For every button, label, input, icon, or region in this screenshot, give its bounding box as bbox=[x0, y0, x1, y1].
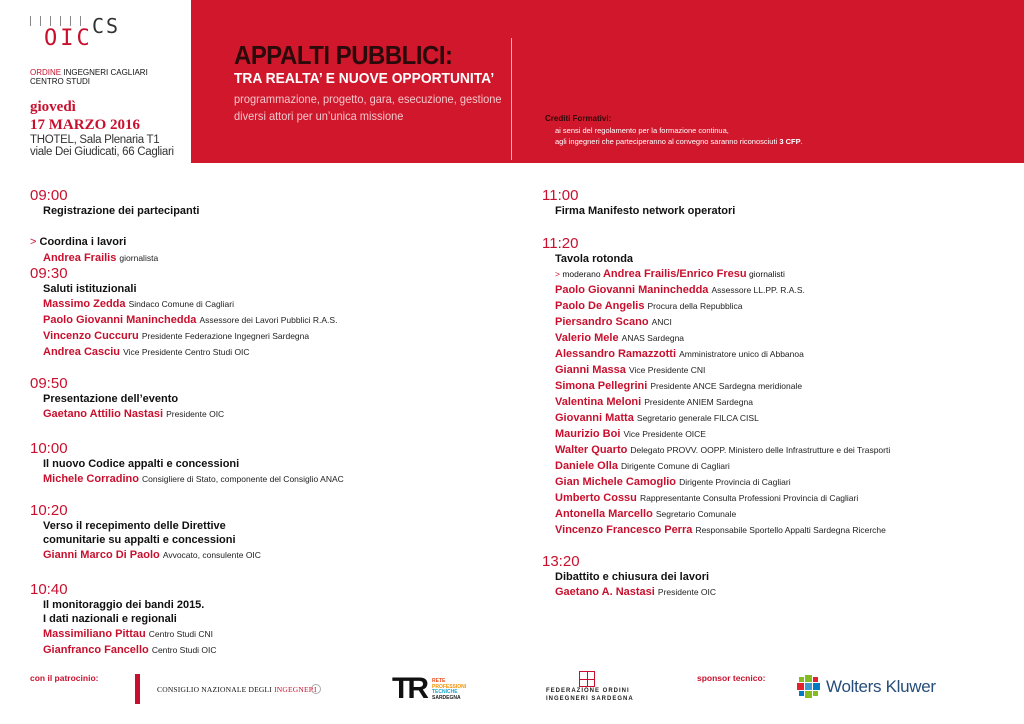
credits-text-line2: agli ingegneri che parteciperanno al convegno saranno riconosciuti 3 CFP. bbox=[555, 137, 803, 146]
wolters-kluwer-logo bbox=[796, 674, 956, 700]
slot-0930 bbox=[30, 265, 337, 360]
slot-time: 09:30 bbox=[30, 265, 68, 282]
rpt-logo-letters: TR bbox=[392, 672, 426, 705]
logo-ticks bbox=[30, 16, 81, 26]
speaker: Giovanni Matta Segretario generale FILCA CISL bbox=[555, 412, 759, 424]
slot-title: Firma Manifesto network operatori bbox=[555, 205, 736, 217]
wolters-kluwer-icon bbox=[796, 674, 821, 699]
speaker: Valerio Mele ANAS Sardegna bbox=[555, 332, 685, 344]
speaker: Alessandro Ramazzotti Amministratore unico di Abbanoa bbox=[555, 348, 804, 360]
seal-icon bbox=[311, 684, 321, 694]
event-address: viale Dei Giudicati, 66 Cagliari bbox=[30, 146, 174, 158]
speaker: Paolo Giovanni Maninchedda Assessore LL.PP. R.A.S. bbox=[555, 284, 805, 296]
slot-title: Tavola rotonda bbox=[555, 253, 634, 265]
slot-1000 bbox=[30, 440, 344, 487]
slot-title: Saluti istituzionali bbox=[43, 283, 137, 295]
slot-1320 bbox=[542, 553, 716, 600]
rpt-logo bbox=[392, 670, 482, 710]
slot-0950 bbox=[30, 375, 224, 422]
credits-text-line1: ai sensi del regolamento per la formazione continua, bbox=[555, 126, 729, 135]
coordinator-block bbox=[30, 235, 158, 266]
speaker: Massimo Zedda Sindaco Comune di Cagliari bbox=[43, 298, 234, 310]
crest-icon bbox=[579, 671, 595, 687]
slot-1020 bbox=[30, 502, 261, 563]
cni-bar-icon bbox=[135, 674, 140, 704]
event-venue: THOTEL, Sala Plenaria T1 bbox=[30, 134, 160, 146]
sponsor-label: sponsor tecnico: bbox=[697, 673, 766, 683]
speaker: Paolo Giovanni Maninchedda Assessore dei Lavori Pubblici R.A.S. bbox=[43, 314, 338, 326]
speaker: Simona Pellegrini Presidente ANCE Sardegna meridionale bbox=[555, 380, 803, 392]
speaker: Piersandro Scano ANCI bbox=[555, 316, 672, 328]
slot-time: 11:20 bbox=[542, 235, 579, 252]
cni-logo-text: CONSIGLIO NAZIONALE DEGLI INGEGNERI bbox=[157, 685, 317, 694]
event-date: 17 MARZO 2016 bbox=[30, 117, 140, 133]
organizer-subname: CENTRO STUDI bbox=[30, 77, 90, 86]
speaker: Andrea Casciu Vice Presidente Centro Studi OIC bbox=[43, 346, 250, 358]
speaker: Paolo De Angelis Procura della Repubblica bbox=[555, 300, 743, 312]
oic-logo bbox=[30, 14, 190, 54]
moderators: > moderano Andrea Frailis/Enrico Fresu giornalisti bbox=[555, 268, 785, 280]
slot-title: Il nuovo Codice appalti e concessioni bbox=[43, 458, 240, 470]
sponsor-name: Wolters Kluwer bbox=[826, 677, 936, 696]
speaker: Valentina Meloni Presidente ANIEM Sardegna bbox=[555, 396, 753, 408]
fois-logo-line1: FEDERAZIONE ORDINI bbox=[546, 688, 630, 694]
slot-0900 bbox=[30, 187, 199, 218]
speaker: Vincenzo Francesco Perra Responsabile Sportello Appalti Sardegna Ricerche bbox=[555, 524, 886, 536]
slot-1100 bbox=[542, 187, 735, 218]
speaker: Gianni Marco Di Paolo Avvocato, consulente OIC bbox=[43, 549, 261, 561]
coordinator-label: > Coordina i lavori bbox=[30, 236, 127, 248]
slot-time: 11:00 bbox=[542, 187, 579, 204]
patronage-label: con il patrocinio: bbox=[30, 673, 99, 683]
event-description-line2: diversi attori per un’unica missione bbox=[234, 109, 404, 123]
slot-title: Presentazione dell’evento bbox=[43, 393, 179, 405]
speaker: Antonella Marcello Segretario Comunale bbox=[555, 508, 737, 520]
slot-time: 13:20 bbox=[542, 553, 580, 570]
organizer-name: ORDINE INGEGNERI CAGLIARI bbox=[30, 68, 148, 77]
organizer-header bbox=[30, 14, 190, 158]
coordinator-person: Andrea Frailis giornalista bbox=[43, 252, 159, 264]
speaker: Massimiliano Pittau Centro Studi CNI bbox=[43, 628, 214, 640]
slot-time: 10:20 bbox=[30, 502, 68, 519]
event-subtitle: TRA REALTA’ E NUOVE OPPORTUNITA’ bbox=[234, 70, 495, 87]
slot-title: Dibattito e chiusura dei lavori bbox=[555, 571, 710, 583]
slot-title-line1: Il monitoraggio dei bandi 2015. bbox=[43, 599, 205, 611]
speaker: Walter Quarto Delegato PROVV. OOPP. Ministero delle Infrastrutture e dei Trasporti bbox=[555, 444, 891, 456]
speaker: Gaetano Attilio Nastasi Presidente OIC bbox=[43, 408, 225, 420]
cni-logo bbox=[133, 672, 323, 706]
slot-1120 bbox=[542, 235, 890, 538]
slot-title: Registrazione dei partecipanti bbox=[43, 205, 200, 217]
speaker: Umberto Cossu Rappresentante Consulta Professioni Provincia di Cagliari bbox=[555, 492, 859, 504]
fois-logo bbox=[546, 671, 634, 711]
speaker: Gaetano A. Nastasi Presidente OIC bbox=[555, 586, 717, 598]
speaker: Michele Corradino Consigliere di Stato, componente del Consiglio ANAC bbox=[43, 473, 344, 485]
speaker: Gian Michele Camoglio Dirigente Provincia di Cagliari bbox=[555, 476, 791, 488]
event-day: giovedì bbox=[30, 99, 76, 115]
slot-time: 10:40 bbox=[30, 581, 68, 598]
slot-title-line1: Verso il recepimento delle Direttive bbox=[43, 520, 226, 532]
credits-label: Crediti Formativi: bbox=[545, 114, 612, 123]
slot-1040 bbox=[30, 581, 217, 658]
logo-oic-text: OIC bbox=[44, 26, 93, 51]
event-description-line1: programmazione, progetto, gara, esecuzione, gestione bbox=[234, 92, 502, 106]
speaker: Daniele Olla Dirigente Comune di Cagliari bbox=[555, 460, 730, 472]
slot-title-line2: I dati nazionali e regionali bbox=[43, 613, 177, 625]
slot-time: 10:00 bbox=[30, 440, 68, 457]
event-title: APPALTI PUBBLICI: bbox=[234, 40, 453, 70]
speaker: Maurizio Boi Vice Presidente OICE bbox=[555, 428, 706, 440]
slot-time: 09:50 bbox=[30, 375, 68, 392]
slot-time: 09:00 bbox=[30, 187, 68, 204]
rpt-logo-text: RETE PROFESSIONI TECNICHE SARDEGNA bbox=[432, 678, 467, 701]
speaker: Gianni Massa Vice Presidente CNI bbox=[555, 364, 706, 376]
logo-cs-text: CS bbox=[92, 14, 121, 38]
fois-logo-line2: INGEGNERI SARDEGNA bbox=[546, 696, 634, 702]
slot-title-line2: comunitarie su appalti e concessioni bbox=[43, 534, 236, 546]
speaker: Vincenzo Cuccuru Presidente Federazione Ingegneri Sardegna bbox=[43, 330, 310, 342]
speaker: Gianfranco Fancello Centro Studi OIC bbox=[43, 644, 217, 656]
banner-divider bbox=[511, 38, 512, 160]
